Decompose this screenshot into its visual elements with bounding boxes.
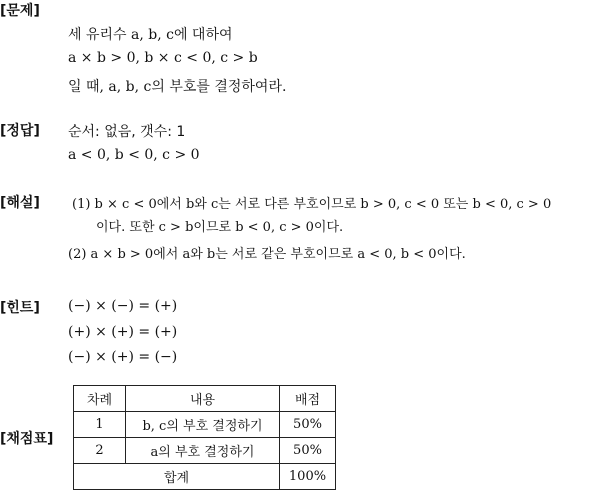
header-order: 차례 xyxy=(74,386,126,412)
explanation-label: [해설] xyxy=(0,195,40,211)
explanation-line-3: (2) a × b > 0에서 a와 b는 서로 같은 부호이므로 a < 0, b < 0이다. xyxy=(68,247,466,262)
answer-value: a < 0, b < 0, c > 0 xyxy=(68,147,200,163)
row-1-content: b, c의 부호 결정하기 xyxy=(126,412,280,438)
scoring-table xyxy=(73,385,336,490)
answer-order-count: 순서: 없음, 갯수: 1 xyxy=(68,124,186,140)
problem-label: [문제] xyxy=(0,3,40,19)
row-2-content: a의 부호 결정하기 xyxy=(126,438,280,464)
hint-label: [힌트] xyxy=(0,300,40,316)
scoring-label: [채점표] xyxy=(0,431,54,447)
header-content: 내용 xyxy=(126,386,280,412)
table-row xyxy=(74,438,336,464)
explanation-line-1: (1) b × c < 0에서 b와 c는 서로 다른 부호이므로 b > 0, c < 0 또는 b < 0, c > 0 xyxy=(72,197,552,212)
explanation-line-2: 이다. 또한 c > b이므로 b < 0, c > 0이다. xyxy=(96,220,344,235)
total-label: 합계 xyxy=(74,464,280,490)
table-row xyxy=(74,412,336,438)
hint-line-1: (−) × (−) = (+) xyxy=(68,298,178,314)
problem-line-3: 일 때, a, b, c의 부호를 결정하여라. xyxy=(68,79,287,95)
header-points: 배점 xyxy=(280,386,336,412)
total-value: 100% xyxy=(280,464,336,490)
problem-line-1: 세 유리수 a, b, c에 대하여 xyxy=(68,27,233,43)
answer-label: [정답] xyxy=(0,123,40,139)
row-2-order: 2 xyxy=(74,438,126,464)
scoring-total-row xyxy=(74,464,336,490)
hint-line-2: (+) × (+) = (+) xyxy=(68,324,178,340)
row-1-points: 50% xyxy=(280,412,336,438)
scoring-header-row xyxy=(74,386,336,412)
problem-line-2: a × b > 0, b × c < 0, c > b xyxy=(68,50,258,66)
row-2-points: 50% xyxy=(280,438,336,464)
hint-line-3: (−) × (+) = (−) xyxy=(68,349,178,365)
row-1-order: 1 xyxy=(74,412,126,438)
